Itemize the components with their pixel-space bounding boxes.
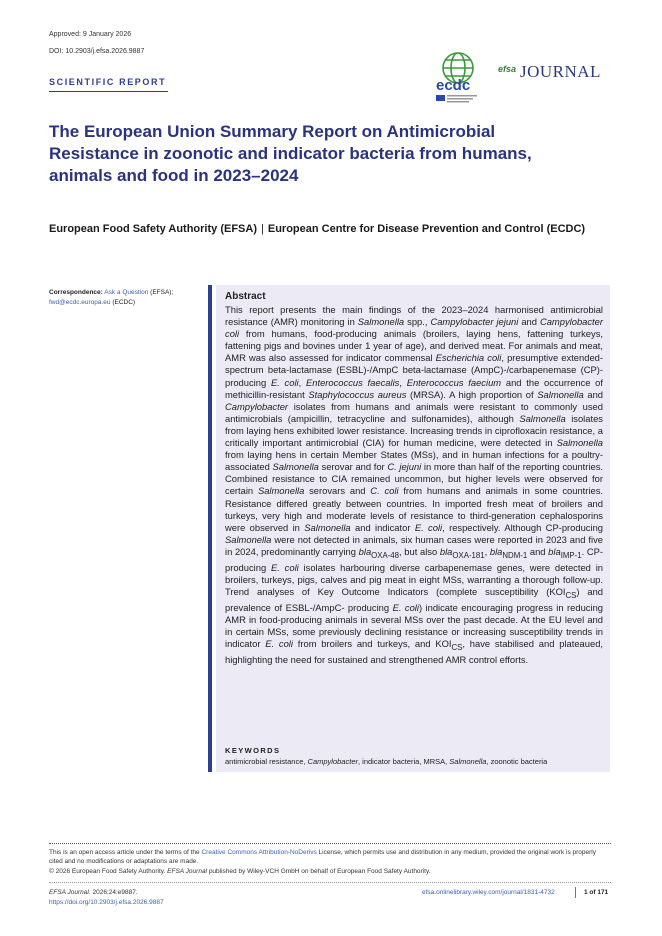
ask-question-link[interactable]: Ask a Question (104, 289, 149, 296)
author-separator: | (261, 223, 264, 235)
author-ecdc: European Centre for Disease Prevention and Control (ECDC) (267, 223, 586, 235)
page-number: 1 of 171 (584, 889, 609, 896)
journal-citation: EFSA Journal. 2026;24:e9887. (49, 889, 138, 896)
keywords-heading: KEYWORDS (225, 746, 281, 755)
page-separator (575, 887, 576, 898)
doi-label: DOI: 10.2903/j.efsa.2026.9887 (49, 48, 145, 55)
correspondence-label: Correspondence: (49, 289, 103, 296)
keywords-list: antimicrobial resistance, Campylobacter, indicator bacteria, MRSA, Salmonella, zoonotic bacteria (225, 757, 548, 766)
journal-word: JOURNAL (520, 62, 601, 81)
doi-link[interactable]: https://doi.org/10.2903/j.efsa.2026.9887 (49, 899, 164, 906)
abstract-text: This report presents the main findings of the 2023–2024 harmonised antimicrobial resistance (AMR) monitoring in Salmonella spp., Campylobacter jejuni and Campylobacter coli from humans, food-producing animals (broilers, laying hens, fattening turkeys, fattening pigs and bovines under 1 year of age), and derived meat. For animals and meat, AMR was also assessed for indicator commensal Escherichia coli, presumptive extended-spectrum beta-lactamase (ESBL)-/AmpC beta-lactamase (AmpC)-/carbapenemase (CP)-producing E. coli, Enterococcus faecalis, Enterococcus faecium and the occurrence of methicillin-resistant Staphylococcus aureus (MRSA). A high proportion of Salmonella and Campylobacter isolates from humans and animals were resistant to commonly used antimicrobials (ampicillin, tetracycline and sulfonamides), although Salmonella isolates from laying hens exhibited lower resistance. Increasing trends in ciprofloxacin resistance, a critically important antimicrobial (CIA) for human medicine, were detected in Salmonella from laying hens in certain Member States (MSs), and in human infections for a poultry-associated Salmonella serovar and for C. jejuni in more than half of the reporting countries. Combined resistance to CIA remained uncommon, but higher levels were observed for certain Salmonella serovars and C. coli from humans and animals in some countries. Resistance differed greatly between countries. In imported fresh meat of broilers and turkeys, very high and moderate levels of resistance to third-generation cephalosporins were observed in Salmonella and indicator E. coli, respectively. Although CP-producing Salmonella were not detected in animals, six human cases were reported in 2023 and five in 2024, predominantly carrying bla$_{OXA-48}$, but also bla$_{OXA-181}$, bla$_{NDM-1}$ and bla$_{IMP-1}$. CP-producing E. coli isolates harbouring diverse carbapenemase genes, were detected in broilers, turkeys, pigs, calves and pig meat in eight MSs, warranting a thorough follow-up. Trend analyses of Key Outcome Indicators (complete susceptibility $(KOI_{CS})$ and prevalence of ESBL-/AmpC- producing E. coli) indicate encouraging progress in reducing AMR in food-producing animals in several MSs over the past decade. At the EU level and in certain MSs, some previously declining resistance or increasing susceptibility trends in indicator E. coli from broilers and turkeys, and $KOI_{CS}$, have stabilised and plateaued, highlighting the need for sustained and strengthened AMR control efforts. (225, 304, 604, 666)
copyright-notice: © 2026 European Food Safety Authority. EFSA Journal published by Wiley-VCH GmbH on behalf of European Food Safety Authority. (49, 868, 431, 875)
article-title: The European Union Summary Report on Antimicrobial Resistance in zoonotic and indicator bacteria from humans, animals and food in 2023–2024 (49, 122, 532, 185)
correspondence-ecdc: (ECDC) (110, 299, 136, 306)
section-label: SCIENTIFIC REPORT (49, 77, 167, 87)
efsa-mark: efsa (498, 64, 517, 74)
abstract-accent-bar (208, 285, 212, 772)
footer-divider (49, 843, 611, 844)
authors (49, 220, 609, 239)
abstract-heading: Abstract (225, 291, 266, 302)
correspondence-efsa: (EFSA); (148, 289, 174, 296)
cc-license-link[interactable]: Creative Commons Attribution-NoDerivs (201, 849, 317, 856)
section-rule (49, 91, 168, 92)
license-notice: This is an open access article under the terms of the Creative Commons Attribution-NoDerivs License, which permits use and distribution in any medium, provided the original work is properly cited and no modifications or adaptations are made. (49, 849, 596, 865)
correspondence (49, 288, 209, 308)
approved-date: Approved: 9 January 2026 (49, 31, 132, 38)
footer-divider-2 (49, 882, 611, 883)
author-efsa: European Food Safety Authority (EFSA) (49, 223, 257, 235)
svg-text:ecdc: ecdc (436, 77, 471, 94)
journal-site-link[interactable]: efsa.onlinelibrary.wiley.com/journal/1831-4732 (422, 889, 555, 896)
efsa-journal-logo (498, 64, 613, 84)
ecdc-email-link[interactable]: fwd@ecdc.europa.eu (49, 299, 111, 306)
ecdc-logo (424, 48, 490, 108)
